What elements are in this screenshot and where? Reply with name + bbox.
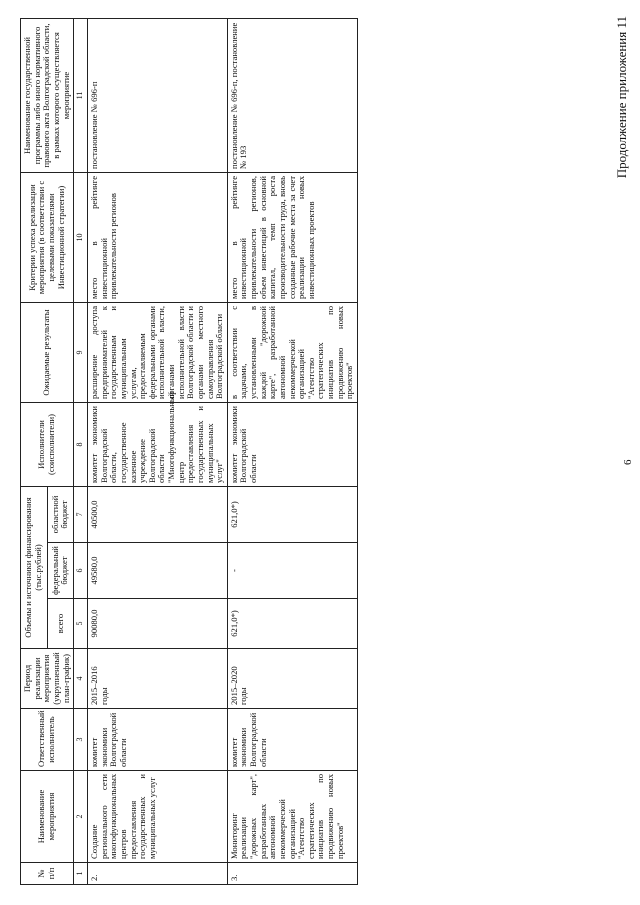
col-num: 2 xyxy=(74,771,88,863)
table-row xyxy=(227,18,357,884)
row-executor: комитет экономики Волгоградской области xyxy=(227,709,357,771)
header-criteria: Критерии успеха реализации мероприятия (в соответствии с целевыми показателями Инвестиционной стратегии) xyxy=(21,172,74,302)
row-criteria: место в рейтинге инвестиционной привлекательности регионов xyxy=(88,172,228,302)
appendix-title: Продолжение приложения 11 xyxy=(614,16,629,179)
row-regional: 40500,0 xyxy=(88,486,228,542)
row-regional: 621,0*) xyxy=(227,486,357,542)
row-co-executors: комитет экономики Волгоградской области, государственное казенное учреждение Волгоградской области "Многофункциональный центр предоставления государственных и муниципальных услуг" xyxy=(88,402,228,486)
col-num: 5 xyxy=(74,599,88,649)
col-num: 11 xyxy=(74,18,88,172)
row-name: Создание регионального сети многофункциональных центров предоставления государственных и муниципальных услуг xyxy=(88,771,228,863)
row-period: 2015–2016 годы xyxy=(88,649,228,709)
row-total: 90080,0 xyxy=(88,599,228,649)
col-num: 9 xyxy=(74,302,88,402)
row-federal: 49580,0 xyxy=(88,543,228,599)
col-num: 3 xyxy=(74,709,88,771)
table-row xyxy=(88,18,228,884)
row-federal: - xyxy=(227,543,357,599)
row-criteria: место в рейтинге инвестиционной привлекательности регионов, объем инвестиций в основной капитал, темп роста производительности труда, вновь созданные рабочие места за счет реализации новых инвестиционных проектов xyxy=(227,172,357,302)
row-co-executors: комитет экономики Волгоградской области xyxy=(227,402,357,486)
col-num: 10 xyxy=(74,172,88,302)
column-number-row xyxy=(74,18,88,884)
row-period: 2015–2020 годы xyxy=(227,649,357,709)
header-funding: Объемы и источники финансирования (тыс.рублей) xyxy=(21,486,48,648)
header-federal: федеральный бюджет xyxy=(47,543,74,599)
col-num: 1 xyxy=(74,863,88,885)
col-num: 7 xyxy=(74,486,88,542)
header-no: № п/п xyxy=(21,863,74,885)
header-executor: Ответственный исполнитель xyxy=(21,709,74,771)
header-regional: областной бюджет xyxy=(47,486,74,542)
activities-table xyxy=(20,18,358,885)
row-no: 3. xyxy=(227,863,357,885)
col-num: 8 xyxy=(74,402,88,486)
header-name: Наименование мероприятия xyxy=(21,771,74,863)
col-num: 4 xyxy=(74,649,88,709)
row-executor: комитет экономики Волгоградской области xyxy=(88,709,228,771)
row-no: 2. xyxy=(88,863,228,885)
row-name: Мониторинг реализации "дорожных карт", разработанных автономной некоммерческой организацией "Агентство стратегических инициатив по продвижению новых проектов" xyxy=(227,771,357,863)
col-num: 6 xyxy=(74,543,88,599)
header-co-executors: Исполнители (соисполнители) xyxy=(21,402,74,486)
row-total: 621,0*) xyxy=(227,599,357,649)
header-program: Наименование государственной программы либо иного нормативного правового акта Волгоградской области, в рамках которого осуществляется мероприятие xyxy=(21,18,74,172)
header-total: всего xyxy=(47,599,74,649)
row-results: в соответствии с задачами, установленными в каждой "дорожной карте", разработанной автономной некоммерческой организацией "Агентство стратегических инициатив по продвижению новых проектов" xyxy=(227,302,357,402)
page-number: 6 xyxy=(622,459,634,465)
row-program: постановление № 696-п xyxy=(88,18,228,172)
header-row-1 xyxy=(21,18,48,884)
header-period: Период реализации мероприятия (укрупненный план-график) xyxy=(21,649,74,709)
header-results: Ожидаемые результаты xyxy=(21,302,74,402)
row-results: расширение доступа предпринимателей к государственным и муниципальным услугам, предоставляемым федеральными органами исполнительной власти, органами исполнительной власти Волгоградской области и органами местного самоуправления Волгоградской области xyxy=(88,302,228,402)
row-program: постановление № 696-п, постановление № 193 xyxy=(227,18,357,172)
